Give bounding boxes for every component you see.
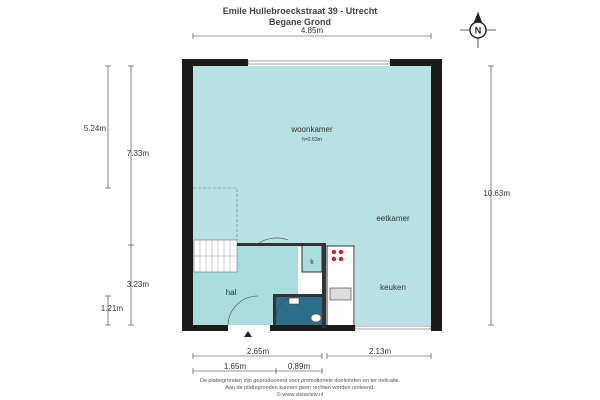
disclaimer-line-1: De plattegronden zijn geproduceerd voor promotionele doeleinden en ter indicatie. <box>199 378 401 384</box>
wall-bottom-mid <box>270 325 355 331</box>
dim-width-top: 4.85m <box>300 26 324 35</box>
storage-k-label: k <box>310 259 314 266</box>
wall-right <box>431 59 442 331</box>
wall-toilet-top <box>273 294 323 297</box>
compass-north-letter: N <box>474 25 482 36</box>
window-top <box>248 61 390 64</box>
copyright-line: © www.vistaview.nl <box>276 392 324 398</box>
wall-bottom-left <box>182 325 228 331</box>
wall-toilet-left <box>273 294 276 326</box>
dim-right-total: 10.63m <box>483 189 510 198</box>
sink-icon <box>289 298 299 304</box>
wall-left <box>182 59 193 331</box>
dim-left-lower: 3.23m <box>126 280 149 289</box>
kitchen-sink-icon <box>330 288 351 300</box>
toilet-icon <box>311 314 321 322</box>
wall-top-left <box>182 59 248 66</box>
dim-bottom-c: 0.89m <box>287 362 311 371</box>
wall-hall-top <box>237 243 325 246</box>
dim-bottom-a: 2.65m <box>246 347 270 356</box>
woonkamer-label: woonkamer <box>291 125 333 134</box>
hal-label: hal <box>225 288 237 297</box>
dim-bottom-b: 1.65m <box>223 362 247 371</box>
dim-left-upper: 5.24m <box>83 124 106 133</box>
eetkamer-label: eetkamer <box>376 214 410 223</box>
keuken-label: keuken <box>380 283 406 292</box>
disclaimer-line-2: Aan de plattegronden kunnen geen rechten worden ontleend. <box>225 385 375 391</box>
dim-left-bottom: 1.21m <box>100 304 123 313</box>
wall-hall-right <box>322 243 326 328</box>
plan-address: Emile Hullebroeckstraat 39 - Utrecht <box>222 6 378 16</box>
window-bottom <box>355 326 431 329</box>
woonkamer-height: h=2.63m <box>302 137 322 143</box>
wall-top-right <box>390 59 442 66</box>
entrance-arrow-icon <box>244 331 252 337</box>
plan-floor-name: Begane Grond <box>268 17 331 27</box>
dim-left-mid: 7.33m <box>126 149 149 158</box>
dim-bottom-d: 2.13m <box>368 347 392 356</box>
